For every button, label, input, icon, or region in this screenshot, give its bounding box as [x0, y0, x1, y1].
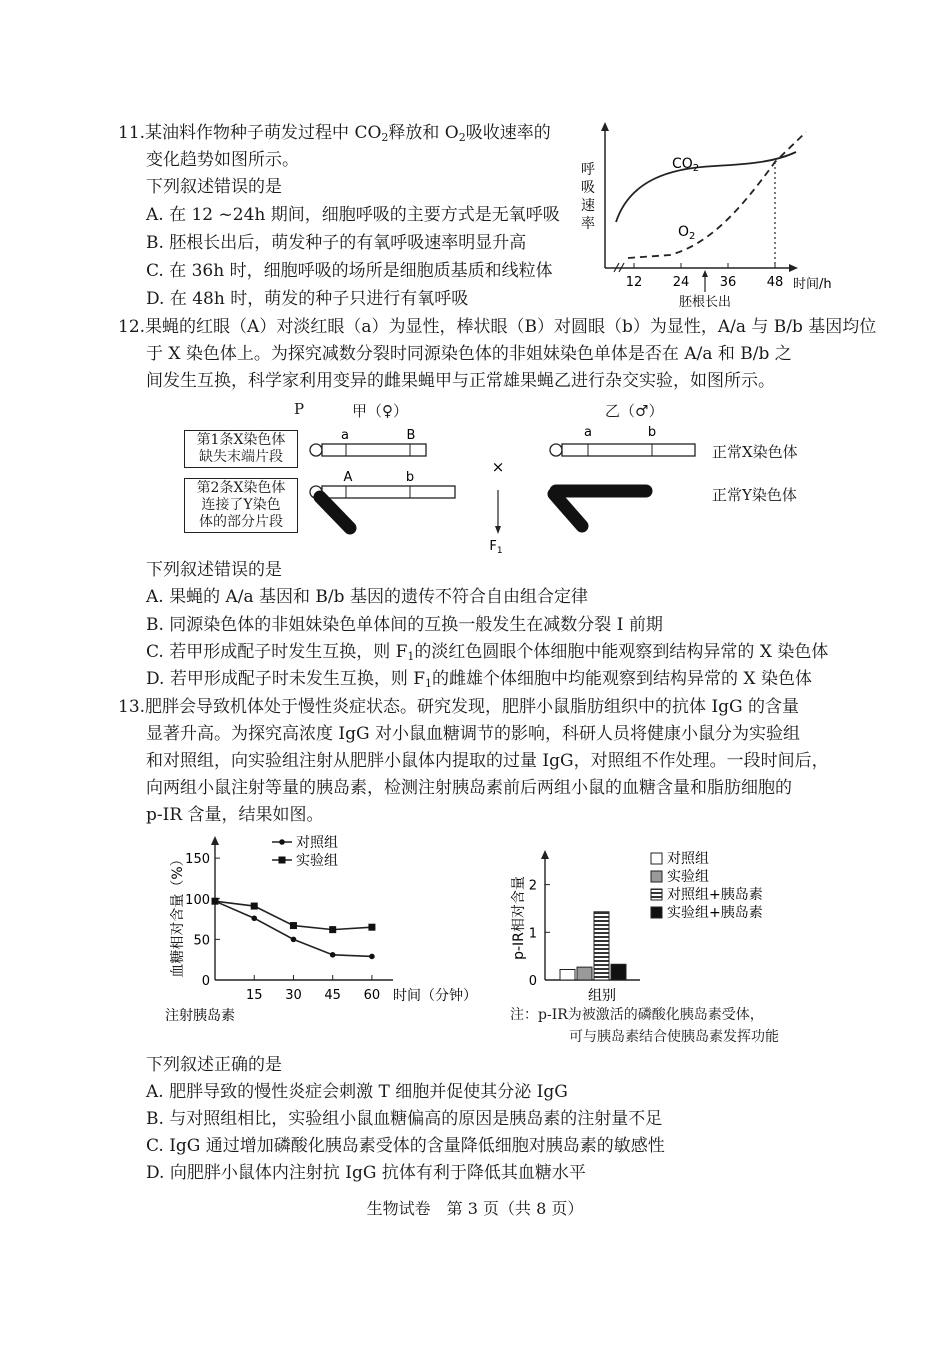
y-axis-arrow — [601, 122, 609, 131]
y-label-char: 速 — [581, 198, 595, 214]
box2-line3: 体的部分片段 — [199, 514, 283, 530]
y-axis-arrow — [211, 836, 219, 845]
legend-marker — [279, 839, 285, 845]
q12-prompt: 下列叙述错误的是 — [146, 560, 282, 580]
x-axis-label: 组别 — [588, 988, 616, 1004]
q11-stem-line2: 变化趋势如图所示。 — [146, 150, 299, 170]
legend-label: 对照组+胰岛素 — [667, 887, 763, 903]
q11-stem-c: 吸收速率的 — [465, 123, 551, 143]
x-tick-label: 30 — [285, 988, 302, 1003]
q11-option-d: D. 在 48h 时，萌发的种子只进行有氧呼吸 — [146, 289, 469, 309]
x-tick-label: 24 — [672, 275, 690, 290]
f1-sub: 1 — [425, 677, 433, 690]
legend-swatch — [651, 853, 662, 864]
q11-stem-b: 释放和 O — [388, 123, 459, 143]
co2-curve — [616, 152, 796, 222]
y-tick-label: 1 — [528, 926, 537, 942]
o2-label: $O_2$ — [678, 224, 696, 242]
chromosome-2-caption — [184, 478, 298, 533]
y-label-char: 率 — [581, 216, 595, 232]
q12-number: 12. — [118, 317, 146, 337]
q12-option-a: A. 果蝇的 A/a 基因和 B/b 基因的遗传不符合自由组合定律 — [146, 587, 588, 607]
male-y-arm — [554, 494, 582, 526]
q11-stem-a: 某油料作物种子萌发过程中 CO — [145, 123, 382, 143]
radicle-arrow-head — [702, 270, 708, 277]
y-tick-label: 50 — [193, 933, 210, 949]
q12-line3: 间发生互换，科学家利用变异的雌果蝇甲与正常雄果蝇乙进行杂交实验，如图所示。 — [146, 371, 775, 391]
yi-label: 乙（♂） — [605, 402, 664, 420]
gene-A-label: A — [343, 470, 353, 485]
bar — [577, 967, 592, 980]
box2-line2: 连接了Y染色 — [201, 497, 281, 513]
x-tick-label: 48 — [766, 275, 784, 290]
data-point — [212, 898, 219, 905]
data-point — [329, 926, 336, 933]
chromosome-1-caption — [184, 430, 298, 468]
x-tick-label: 15 — [245, 988, 263, 1003]
q12-option-d — [146, 666, 812, 697]
gene-b-label: b — [405, 470, 415, 485]
y-tick-label: 150 — [185, 852, 210, 868]
q13-number: 13. — [118, 697, 146, 717]
y-axis-arrow — [541, 850, 549, 859]
y-axis-label: p-IR相对含量 — [511, 876, 527, 960]
legend-swatch — [651, 871, 662, 882]
male-gene-a-label: a — [584, 425, 592, 440]
q13-option-d: D. 向肥胖小鼠体内注射抗 IgG 抗体有利于降低其血糖水平 — [146, 1163, 586, 1183]
bar — [594, 912, 609, 980]
q12-option-d-b: 的雌雄个体细胞中均能观察到结构异常的 X 染色体 — [432, 669, 812, 689]
centromere — [310, 444, 322, 456]
respiration-chart — [570, 122, 845, 314]
y-tick-label: 100 — [185, 892, 210, 908]
radicle-label: 胚根长出 — [678, 295, 732, 310]
q13-line4: 向两组小鼠注射等量的胰岛素，检测注射胰岛素前后两组小鼠的血糖含量和脂肪细胞的 — [146, 778, 792, 798]
blood-glucose-chart — [160, 830, 500, 1030]
legend-label: 实验组 — [667, 869, 709, 885]
gene-B-label: B — [406, 428, 416, 443]
q13-prompt: 下列叙述正确的是 — [146, 1055, 282, 1075]
pir-bar-chart — [505, 848, 805, 1008]
note-line1: 注：p-IR为被激活的磷酸化胰岛素受体， — [510, 1007, 764, 1023]
x-tick-label: 36 — [719, 275, 737, 290]
co2-label: $CO_2$ — [672, 156, 700, 174]
q13-option-b: B. 与对照组相比，实验组小鼠血糖偏高的原因是胰岛素的注射量不足 — [146, 1109, 663, 1129]
legend-label: 对照组 — [296, 835, 338, 851]
y-tick-label: 2 — [528, 878, 537, 894]
data-point — [368, 924, 375, 931]
x-tick-label: 60 — [363, 988, 381, 1003]
box1-line2: 缺失末端片段 — [199, 449, 283, 465]
data-point — [251, 915, 257, 921]
legend-swatch — [651, 907, 662, 918]
q12-option-b: B. 同源染色体的非姐妹染色单体间的互换一般发生在减数分裂 I 前期 — [146, 615, 663, 635]
cross-arrow-head — [495, 526, 501, 534]
q12-option-d-a: D. 若甲形成配子时未发生互换，则 F — [146, 669, 426, 689]
q13-line5: p-IR 含量，结果如图。 — [146, 805, 324, 825]
x-axis-label: 时间（分钟） — [393, 988, 477, 1004]
data-point — [330, 952, 336, 958]
q12-option-c-a: C. 若甲形成配子时发生互换，则 F — [146, 642, 408, 662]
q12-option-c-b: 的淡红色圆眼个体细胞中能观察到结构异常的 X 染色体 — [414, 642, 829, 662]
x-chromosome-2 — [322, 486, 455, 498]
normal-x-label: 正常X染色体 — [712, 443, 798, 461]
box1-line1: 第1条X染色体 — [196, 432, 286, 448]
q11-option-b: B. 胚根长出后，萌发种子的有氧呼吸速率明显升高 — [146, 233, 527, 253]
legend-label: 实验组 — [296, 853, 338, 869]
p-label: P — [294, 400, 305, 418]
bar — [560, 970, 575, 980]
y-axis-label: 血糖相对含量（%） — [170, 852, 186, 978]
x-tick-label: 45 — [324, 988, 341, 1003]
q12-line1 — [118, 314, 876, 341]
male-x-chromosome — [562, 444, 695, 456]
x-tick-label: 12 — [625, 275, 643, 290]
jia-label: 甲（♀） — [352, 402, 408, 420]
centromere — [550, 444, 562, 456]
f1-sub: 1 — [407, 650, 415, 663]
y-tick-label: 0 — [201, 974, 210, 989]
legend-label: 对照组 — [667, 851, 709, 867]
data-point — [290, 922, 297, 929]
bar — [611, 964, 626, 980]
y-label-char: 呼 — [581, 162, 595, 178]
cross-symbol: × — [491, 458, 505, 476]
q12-stem-1: 果蝇的红眼（A）对淡红眼（a）为显性，棒状眼（B）对圆眼（b）为显性，A/a 与 B/b 基因均位 — [145, 317, 877, 337]
f1-label: $F_1$ — [489, 539, 503, 556]
q13-option-a: A. 肥胖导致的慢性炎症会刺激 T 细胞并促使其分泌 IgG — [146, 1082, 568, 1102]
male-gene-b-label: b — [647, 425, 657, 440]
page-footer: 生物试卷 第 3 页（共 8 页） — [366, 1199, 584, 1218]
normal-y-label: 正常Y染色体 — [712, 486, 797, 504]
q11-number: 11. — [118, 123, 146, 143]
q12-line2: 于 X 染色体上。为探究减数分裂时同源染色体的非姐妹染色单体是否在 A/a 和 B/b 之 — [146, 344, 792, 364]
x-axis-arrow — [789, 264, 798, 272]
note-line2: 可与胰岛素结合使胰岛素发挥功能 — [569, 1029, 779, 1045]
o2-curve — [628, 132, 806, 258]
legend-label: 实验组+胰岛素 — [667, 905, 763, 921]
q11-option-c: C. 在 36h 时，细胞呼吸的场所是细胞质基质和线粒体 — [146, 261, 553, 281]
q13-line3: 和对照组，向实验组注射从肥胖小鼠体内提取的过量 IgG，对照组不作处理。一段时间后， — [146, 751, 829, 771]
q11-option-a: A. 在 12 ~24h 期间，细胞呼吸的主要方式是无氧呼吸 — [146, 205, 560, 225]
y-label-char: 吸 — [581, 180, 595, 196]
x-axis-label: 时间/h — [793, 277, 832, 292]
q11-prompt: 下列叙述错误的是 — [146, 177, 282, 197]
q13-stem-1: 肥胖会导致机体处于慢性炎症状态。研究发现，肥胖小鼠脂肪组织中的抗体 IgG 的含量 — [145, 697, 800, 717]
q13-line1 — [118, 694, 799, 721]
o2-sub: 2 — [458, 131, 466, 144]
q13-line2: 显著升高。为探究高浓度 IgG 对小鼠血糖调节的影响，科研人员将健康小鼠分为实验组 — [146, 724, 800, 744]
y-fragment — [320, 497, 350, 528]
legend-marker — [279, 857, 286, 864]
gene-a-label: a — [341, 428, 349, 443]
data-point — [291, 937, 297, 943]
y-tick-label: 0 — [528, 974, 537, 989]
co2-sub: 2 — [381, 131, 389, 144]
legend-swatch — [651, 889, 662, 900]
x-origin-caption: 注射胰岛素 — [165, 1008, 235, 1024]
data-point — [369, 954, 375, 960]
q13-option-c: C. IgG 通过增加磷酸化胰岛素受体的含量降低细胞对胰岛素的敏感性 — [146, 1136, 665, 1156]
box2-line1: 第2条X染色体 — [196, 480, 286, 496]
data-point — [251, 903, 258, 910]
